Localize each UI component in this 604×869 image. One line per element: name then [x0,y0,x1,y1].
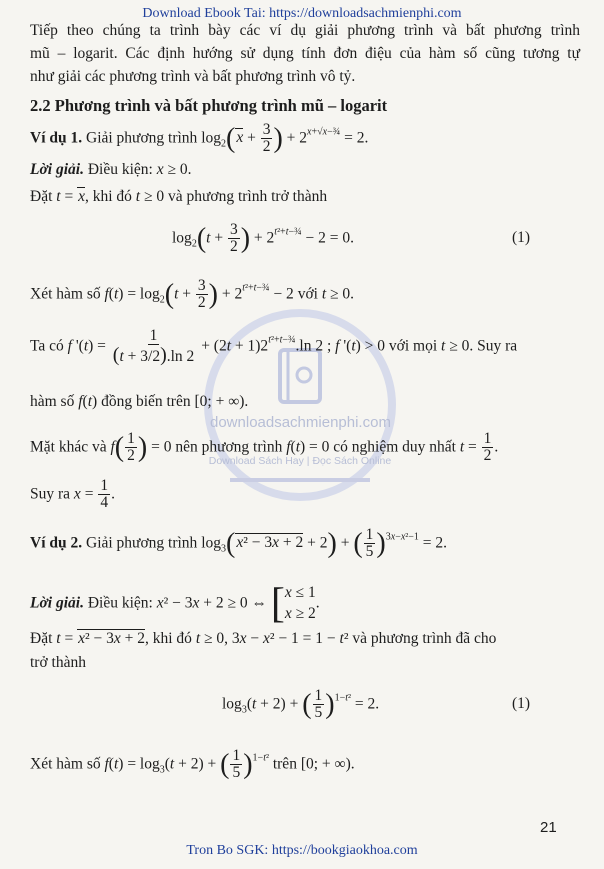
ex2-statement: Ví dụ 2. Giải phương trình $\log_3(x^2 - 3x + 2 + 2)$ + ( $\frac{1}{5}$ )$^{3x-x^2-1}$ = 2. [30,526,448,561]
section-title: 2.2 Phương trình và bất phương trình mũ – logarit [30,96,388,115]
ex1-statement: Ví dụ 1. Giải phương trình $\log_2(x$ + $\frac{3}{2}$ ) + $2^{x+√x-\frac{3}{4}} = 2$. [30,121,369,156]
ex1-function: Xét hàm số $f(t) = \log_2(t$ + $\frac{3}{2}$ ) + $2^{t^2+t-\frac{3}{4}} - 2$ với t ≥ 0. [30,277,355,312]
header-download-link[interactable]: Download Ebook Tai: https://downloadsachmienphi.com [142,6,462,21]
page-number: 21 [540,819,557,836]
ex1-solution: Lời giải. Điều kiện: x ≥ 0. [30,161,192,178]
ex2-substitution: Đặt t = x² − 3x + 2, khi đó t ≥ 0, 3x − x² − 1 = 1 − t² và phương trình đã cho [30,630,497,647]
ex1-derivative: Ta có f '(t) = $\frac{1}{(t + 3/2).\ln 2}$ + $(2t + 1)2^{t^2+t-\frac{3}{4}}.\ln$ 2 ; f '(t) > 0 với mọi t ≥ 0. Suy ra [30,327,518,367]
ex2-equation-label: (1) [512,695,531,712]
ex1-unique-root: Mặt khác và f( $\frac{1}{2}$ ) = 0 nên phương trình f(t) = 0 có nghiệm duy nhất t = $\frac{1}{2}$ . [30,430,499,465]
ex1-substitution: Đặt t = x, khi đó t ≥ 0 và phương trình trở thành [30,188,328,205]
ex1-equation-label: (1) [512,229,531,246]
watermark-site: downloadsachmienphi.com [210,414,391,431]
ex2-becomes: trở thành [30,654,86,671]
ex2-solution: Lời giải. Điều kiện: x² − 3x + 2 ≥ 0 ⇔ [ x ≤ 1 x ≥ 2 . [30,581,320,627]
ex1-equation-1: $\log_2(t$ + $\frac{3}{2}$ ) + $2^{t^2+t-\frac{3}{4}} - 2 = 0$. [172,221,354,256]
ex2-function: Xét hàm số $f(t) = \log_3(t + 2)$ + ( $\frac{1}{5}$ )$^{1-t^2}$ trên [0; + ∞). [30,747,355,782]
intro-line-2: mũ – logarit. Các định hướng sử dụng tính đơn điệu của hàm số cũng tương tự [30,45,580,62]
intro-line-3: như giải các phương trình và bất phương trình vô tỷ. [30,68,356,85]
intro-line-1: Tiếp theo chúng ta trình bày các ví dụ giải phương trình và bất phương trình [30,22,580,39]
watermark-tagline: Download Sách Hay | Đọc Sách Online [208,455,392,467]
ex2-equation-1: $\log_3(t + 2)$ + ( $\frac{1}{5}$ )$^{1-t^2}$ = 2. [222,687,380,722]
footer-sgk-link[interactable]: Tron Bo SGK: https://bookgiaokhoa.com [186,843,418,858]
ex1-monotonic: hàm số f(t) đồng biến trên [0; + ∞). [30,393,249,410]
ex1-conclusion: Suy ra x = $\frac{1}{4}$ . [30,477,115,512]
